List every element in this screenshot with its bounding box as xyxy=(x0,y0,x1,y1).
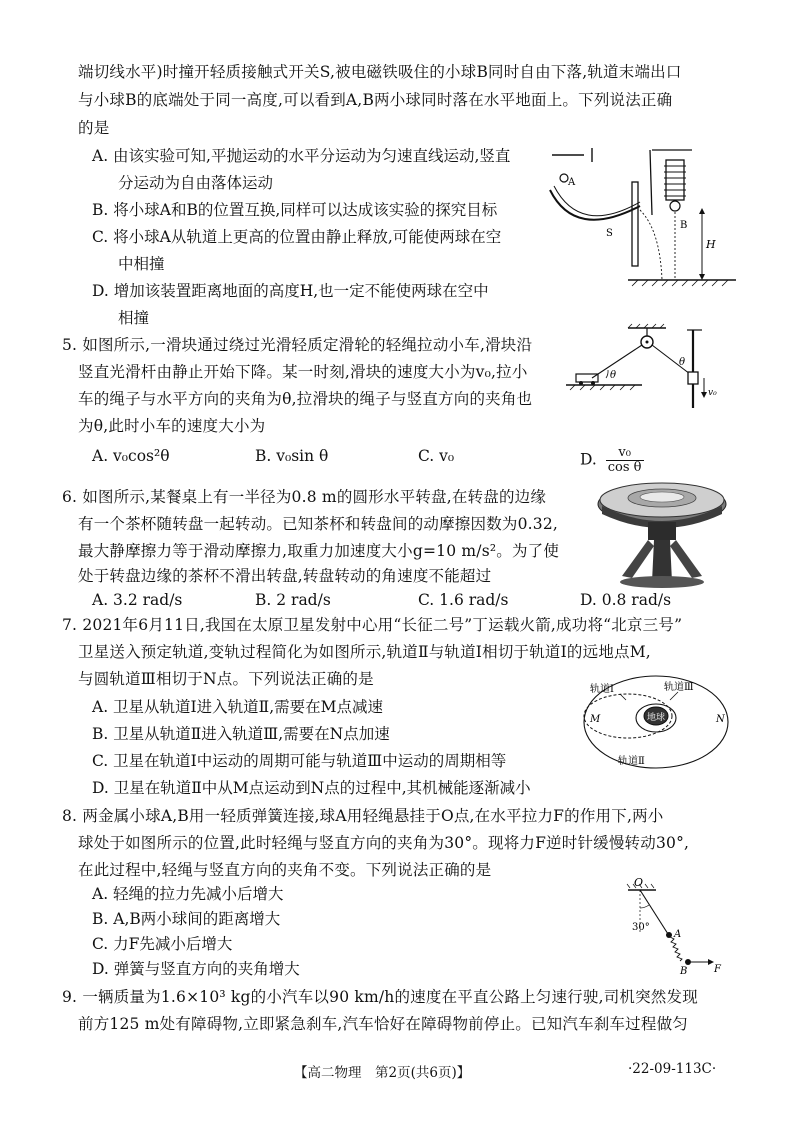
q6-line-3: 最大静摩擦力等于滑动摩擦力,取重力加速度大小g=10 m/s²。为了使 xyxy=(78,542,560,560)
q8-option-b: B. A,B两小球间的距离增大 xyxy=(92,910,281,928)
q9-line-1: 9. 一辆质量为1.6×10³ kg的小汽车以90 km/h的速度在平直公路上匀速行驶,司机突然发现 xyxy=(62,988,698,1006)
q5-option-c: C. v₀ xyxy=(418,447,455,465)
q4-option-b: B. 将小球A和B的位置互换,同样可以达成该实验的探究目标 xyxy=(92,201,498,219)
q9-line-2: 前方125 m处有障碍物,立即紧急刹车,汽车恰好在障碍物前停止。已知汽车刹车过程做匀 xyxy=(78,1015,688,1033)
q4-option-d: D. 增加该装置距离地面的高度H,也一定不能使两球在空中 xyxy=(92,282,489,300)
q5-option-d-numerator: v₀ xyxy=(606,446,644,461)
ball-b-icon xyxy=(670,201,680,211)
q4-apparatus-figure xyxy=(540,140,745,290)
q4-line-2: 与小球B的底端处于同一高度,可以看到A,B两小球同时落在水平地面上。下列说法正确 xyxy=(78,91,673,109)
q5-option-d-prefix: D. xyxy=(580,450,597,469)
q4-option-c: C. 将小球A从轨道上更高的位置由静止释放,可能使两球在空 xyxy=(92,228,502,246)
q7-fig-label-m: M xyxy=(590,714,601,725)
q5-option-a: A. v₀cos²θ xyxy=(92,447,170,465)
q4-line-3: 的是 xyxy=(78,119,110,137)
q8-option-a: A. 轻绳的拉力先减小后增大 xyxy=(92,885,284,903)
q6-line-2: 有一个茶杯随转盘一起转动。已知茶杯和转盘间的动摩擦因数为0.32, xyxy=(78,515,559,533)
q5-option-b: B. v₀sin θ xyxy=(255,447,329,465)
q5-fig-label-theta-2: θ xyxy=(679,357,686,368)
q6-option-b: B. 2 rad/s xyxy=(255,591,331,609)
q8-spring-figure xyxy=(622,872,732,978)
q4-line-1: 端切线水平)时撞开轻质接触式开关S,被电磁铁吸住的小球B同时自由下落,轨道末端出口 xyxy=(78,63,682,81)
q7-line-2: 卫星送入预定轨道,变轨过程简化为如图所示,轨道Ⅱ与轨道Ⅰ相切于轨道Ⅰ的远地点M, xyxy=(78,643,651,661)
q8-fig-label-angle: 30° xyxy=(632,922,650,933)
q5-fig-label-v0: v₀ xyxy=(708,388,717,398)
q6-option-c: C. 1.6 rad/s xyxy=(418,591,509,609)
q6-line-4: 处于转盘边缘的茶杯不滑出转盘,转盘转动的角速度不能超过 xyxy=(78,567,492,585)
q7-line-3: 与圆轨道Ⅲ相切于N点。下列说法正确的是 xyxy=(78,670,374,688)
q5-fig-label-theta-1: θ xyxy=(610,370,617,381)
q4-option-a: A. 由该实验可知,平抛运动的水平分运动为匀速直线运动,竖直 xyxy=(92,147,511,165)
q4-fig-label-s: S xyxy=(606,228,613,239)
q7-option-c: C. 卫星在轨道Ⅰ中运动的周期可能与轨道Ⅲ中运动的周期相等 xyxy=(92,752,507,770)
q6-option-a: A. 3.2 rad/s xyxy=(92,591,183,609)
q7-fig-label-earth: 地球 xyxy=(647,713,666,723)
q7-fig-label-orbit-2: 轨道Ⅱ xyxy=(618,756,645,767)
q4-option-d-cont: 相撞 xyxy=(118,309,150,327)
q7-option-a: A. 卫星从轨道Ⅰ进入轨道Ⅱ,需要在M点减速 xyxy=(92,698,384,716)
q7-option-b: B. 卫星从轨道Ⅱ进入轨道Ⅲ,需要在N点加速 xyxy=(92,725,390,743)
q5-line-4: 为θ,此时小车的速度大小为 xyxy=(78,417,266,435)
q5-line-3: 车的绳子与水平方向的夹角为θ,拉滑块的绳子与竖直方向的夹角也 xyxy=(78,390,533,408)
ball-a-icon xyxy=(560,174,568,182)
q8-fig-label-a: A xyxy=(674,929,682,940)
q6-line-1: 6. 如图所示,某餐桌上有一半径为0.8 m的圆形水平转盘,在转盘的边缘 xyxy=(62,488,547,506)
q4-option-c-cont: 中相撞 xyxy=(118,255,165,273)
q8-line-3: 在此过程中,轻绳与竖直方向的夹角不变。下列说法正确的是 xyxy=(78,861,492,879)
spring-icon xyxy=(670,937,682,961)
q8-fig-label-o: O xyxy=(634,876,644,889)
q7-fig-label-n: N xyxy=(716,714,725,725)
q5-line-1: 5. 如图所示,一滑块通过绕过光滑轻质定滑轮的轻绳拉动小车,滑块沿 xyxy=(62,336,533,354)
q4-fig-label-b: B xyxy=(680,220,688,231)
cart-icon xyxy=(576,374,598,382)
q8-line-2: 球处于如图所示的位置,此时轻绳与竖直方向的夹角为30°。现将力F逆时针缓慢转动30°, xyxy=(78,834,690,852)
ball-b-icon xyxy=(685,959,691,965)
q5-option-d-fraction xyxy=(606,446,644,475)
q6-option-d: D. 0.8 rad/s xyxy=(580,591,672,609)
q7-line-1: 7. 2021年6月11日,我国在太原卫星发射中心用“长征二号”丁运载火箭,成功将“北京三号” xyxy=(62,616,683,634)
q7-option-d: D. 卫星在轨道Ⅱ中从M点运动到N点的过程中,其机械能逐渐减小 xyxy=(92,779,531,797)
page-footer-title: 【高二物理 第2页(共6页)】 xyxy=(294,1065,471,1081)
q7-fig-label-orbit-3: 轨道Ⅲ xyxy=(664,682,694,693)
q8-fig-label-f: F xyxy=(714,964,721,975)
q6-turntable-figure xyxy=(592,478,732,590)
q7-fig-label-orbit-1: 轨道Ⅰ xyxy=(590,684,614,695)
q7-orbit-figure xyxy=(578,668,732,776)
turntable-icon xyxy=(640,492,684,502)
page-footer-code: ·22-09-113C· xyxy=(628,1061,717,1077)
q8-option-d: D. 弹簧与竖直方向的夹角增大 xyxy=(92,960,300,978)
q8-fig-label-b: B xyxy=(680,966,688,977)
q4-fig-label-a: A xyxy=(568,177,576,188)
q5-option-d xyxy=(580,446,644,475)
q4-fig-label-h: H xyxy=(706,238,716,251)
q5-line-2: 竖直光滑杆由静止开始下降。某一时刻,滑块的速度大小为v₀,拉小 xyxy=(78,363,528,381)
q5-pulley-figure xyxy=(562,322,732,414)
slider-icon xyxy=(688,372,698,384)
q4-option-a-cont: 分运动为自由落体运动 xyxy=(118,174,274,192)
q5-option-d-denominator: cos θ xyxy=(607,460,642,475)
q8-option-c: C. 力F先减小后增大 xyxy=(92,935,233,953)
q8-line-1: 8. 两金属小球A,B用一轻质弹簧连接,球A用轻绳悬挂于O点,在水平拉力F的作用下,两小 xyxy=(62,807,664,825)
